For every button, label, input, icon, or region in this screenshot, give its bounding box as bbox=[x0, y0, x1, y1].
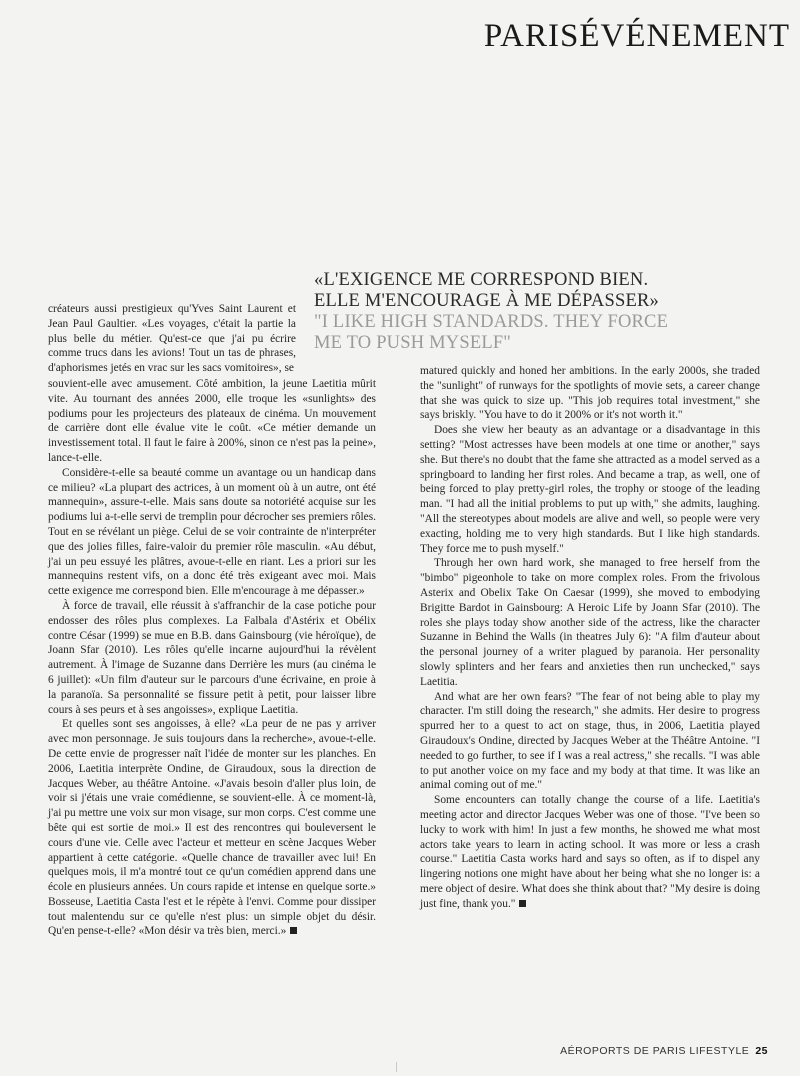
page-footer bbox=[560, 1045, 768, 1057]
english-column bbox=[420, 364, 760, 911]
french-paragraph: À force de travail, elle réussit à s'affranchir de la case potiche pour endosser des rôles plus complexes. La Falbala d'Astérix et Obélix contre César (1999) se mue en B.B. dans Gainsbourg (vie héroïque), de Joann Sfar (2010). Les rôles qu'elle incarne aujourd'hui la révèlent autrement. À l'image de Suzanne dans Derrière les murs (au cinéma le 6 juillet): «Un film d'auteur sur le parcours d'une écrivaine, en proie à la paranoïa. Sa personnalité se fissure petit à petit, pour laisser libre cours à ses peurs et à ses angoisses», explique Laetitia. bbox=[48, 599, 376, 716]
pull-quote-fr-line: «L'EXIGENCE ME CORRESPOND BIEN. bbox=[314, 270, 649, 290]
french-paragraph: créateurs aussi prestigieux qu'Yves Saint Laurent et Jean Paul Gaultier. «Les voyages, c'était la partie la plus belle du métier. Qu'est-ce que j'ai pu écrire comme trucs dans les avions! Tout un tas de phrases, d'aphorismes jetés en vrac sur les sacs vomitoires», se bbox=[48, 303, 296, 375]
english-paragraph: matured quickly and honed her ambitions. In the early 2000s, she traded the "sunlight" of runways for the spotlights of movie sets, a career change that she was quick to size up. "This job requires total investment," she says briskly. "You have to do it 200% or it's not worth it." bbox=[420, 365, 760, 422]
pull-quote bbox=[314, 270, 784, 354]
end-mark-icon bbox=[290, 927, 297, 934]
french-paragraph-text: Et quelles sont ses angoisses, à elle? «La peur de ne pas y arriver avec mon personnage. Je suis toujours dans la recherche», avoue-t-elle. De cette envie de progresser naît l'idée de monter sur les planches. En 2006, Laetitia interprète Ondine, de Giraudoux, sous la direction de Jacques Weber, au théâtre Antoine. «J'avais besoin d'aller plus loin, de voir si j'étais une vraie comédienne, se souvient-elle. À ce moment-là, j'ai pu mettre une voix sur mon visage, sur mon corps. C'est comme une bête qui est sortie de moi.» Il est des rencontres qui bouleversent le cours d'une vie. Celle avec l'acteur et metteur en scène Jacques Weber appartient à cette catégorie. «Quelle chance de travailler avec lui! En quelques mois, il m'a montré tout ce qu'un comédien apprend dans une école en plusieurs années. Un cours rapide et intense en quelque sorte.» Bosseuse, Laetitia Casta l'est et le répète à l'envi. Comme pour dissiper tout malentendu sur ce qu'elle n'est plus: un simple objet du désir. Qu'en pense-t-elle? «Mon désir va très bien, merci.» bbox=[48, 718, 376, 938]
french-paragraph-last bbox=[48, 717, 376, 939]
pull-quote-en-line: "I LIKE HIGH STANDARDS. THEY FORCE bbox=[314, 312, 669, 332]
end-mark-icon bbox=[519, 900, 526, 907]
publication-name: AÉROPORTS DE PARIS LIFESTYLE bbox=[560, 1045, 750, 1057]
page-number: 25 bbox=[755, 1045, 768, 1057]
french-paragraph: Considère-t-elle sa beauté comme un avantage ou un handicap dans ce milieu? «La plupart des actrices, à un moment où à un autre, ont été mannequin», assure-t-elle. Mais sans doute sa notoriété acquise sur les podiums lui a-t-elle servi de tremplin pour décrocher ses premiers rôles. Tout en se révélant un piège. Celui de se voir contrainte de n'interpréter que des jolies filles, faire-valoir du premier rôle masculin. «Au début, j'ai un peu essuyé les plâtres, avoue-t-elle en riant. Les a priori sur les mannequins restent vifs, on a donc été très exigeant avec moi. Mais cette exigence me correspond bien. Elle m'encourage à me dépasser.» bbox=[48, 466, 377, 598]
french-column-intro bbox=[48, 302, 296, 376]
english-paragraph: And what are her own fears? "The fear of not being able to play my character. I'm still doing the research," she admits. Her desire to progress spurred her to a quest to act on stage, thus, in 2006, Laetitia played Giraudoux's Ondine, directed by Jacques Weber at the Théâtre Antoine. "I needed to go further, to see if I was a real actress," she recalls. "I was able to put another voice on my face and my body at that time. It was like an animal coming out of me." bbox=[420, 690, 760, 792]
section-title: PARISÉVÉNEMENT bbox=[483, 18, 790, 54]
pull-quote-fr-line: ELLE M'ENCOURAGE À ME DÉPASSER» bbox=[314, 291, 659, 311]
english-paragraph-last bbox=[420, 793, 760, 911]
crop-mark bbox=[396, 1062, 397, 1072]
french-column bbox=[48, 377, 376, 939]
english-paragraph: Through her own hard work, she managed to free herself from the "bimbo" pigeonhole to take on more complex roles. From the frivolous Asterix and Obelix Take On Caesar (1999), she moved to embodying Brigitte Bardot in Gainsbourg: A Heroic Life by Joann Sfar (2010). The roles she plays today show another side of the actress, like the character Suzanne in Behind the Walls (in theatres July 6): "A film d'auteur about the personal journey of a writer plagued by paranoia. Her personality slowly splinters and her fears and anxieties then run unchecked," says Laetitia. bbox=[420, 557, 760, 688]
pull-quote-en-line: ME TO PUSH MYSELF" bbox=[314, 333, 512, 353]
english-paragraph: Does she view her beauty as an advantage or a disadvantage in this setting? "Most actresses have been models at one time or another," says she. But there's no doubt that the fame she attracted as a model served as a springboard to landing her first roles. And became a trap, as well, one of being forced to play pretty-girl roles, the trophy or stooge of the leading man. "I had all the initial problems to put up with," she admits, laughing. "All the stereotypes about models are alive and well, so people were very exacting, holding me to very high standards. But I like high standards. They force me to push myself." bbox=[420, 424, 760, 555]
english-paragraph-text: Some encounters can totally change the course of a life. Laetitia's meeting actor and director Jacques Weber was one of those. "I've been so lucky to work with him! In just a few months, he showed me what most actors take years to learn in acting school. It was more or less a crash course." Laetitia Casta works hard and says so often, as if to dispel any lingering notions one might have about her being what she no longer is: a mere object of desire. What does she think about that? "My desire is doing just fine, thank you." bbox=[420, 794, 760, 910]
french-paragraph: souvient-elle avec amusement. Côté ambition, la jeune Laetitia mûrit vite. Au tournant des années 2000, elle troque les «sunlights» des podiums pour les projecteurs des plateaux de cinéma. Un mouvement de carrière dont elle évalue vite le coût. «Ce métier demande un investissement total. Il faut le faire à 200%, sinon ce n'est pas la peine», lance-t-elle. bbox=[48, 378, 376, 464]
